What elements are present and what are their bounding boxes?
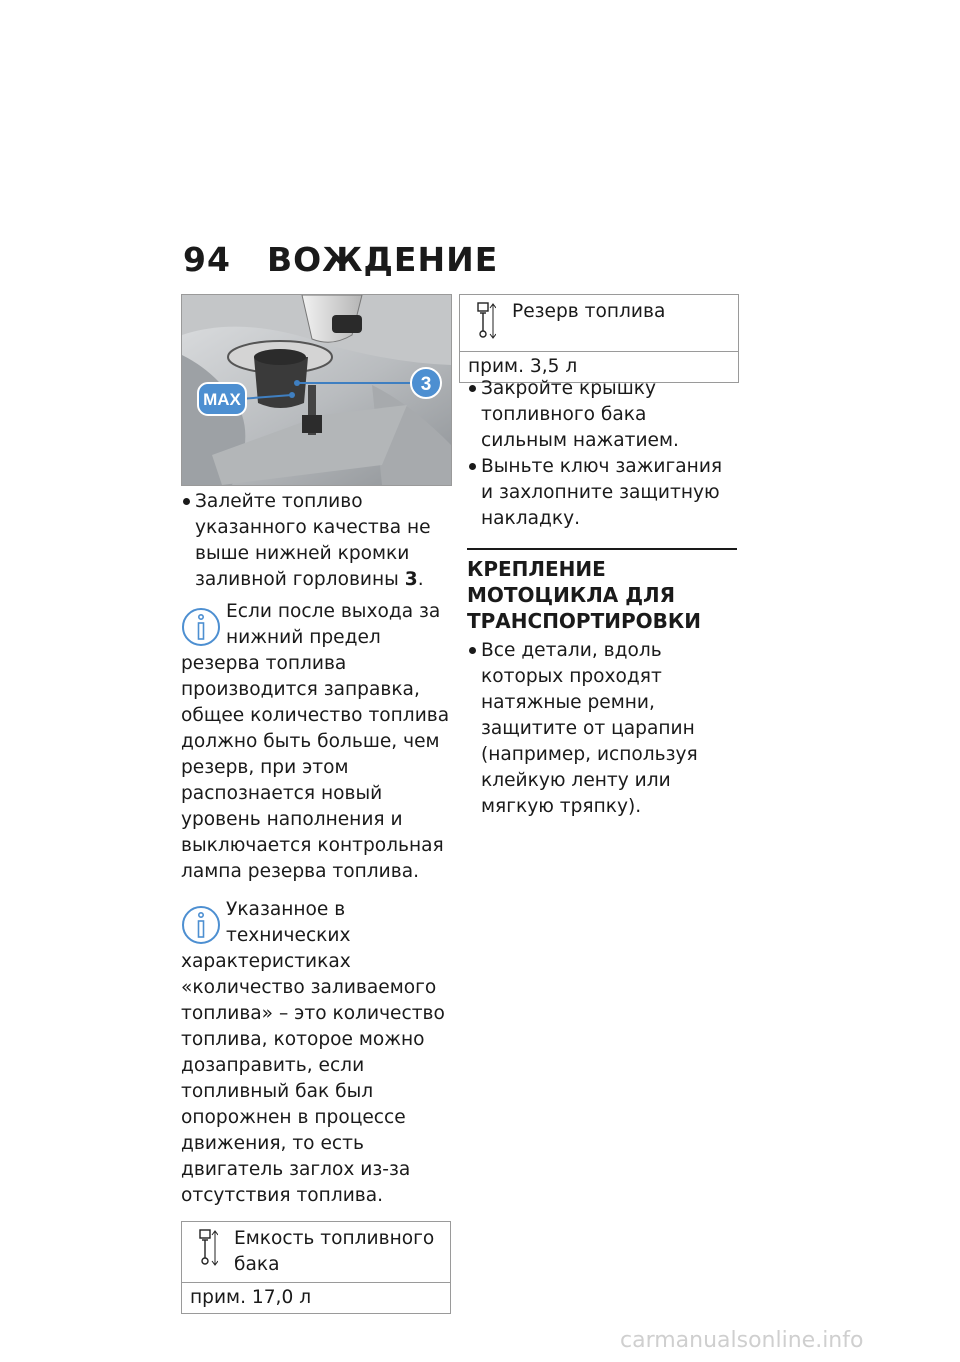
bullet-punct: . xyxy=(417,569,424,590)
spec-table-fuel-reserve xyxy=(459,294,739,383)
bullet-dot xyxy=(183,498,190,505)
section-title: КРЕПЛЕНИЕ МОТОЦИКЛА ДЛЯ ТРАНСПОРТИРОВКИ xyxy=(467,557,701,633)
bullet-text: Выньте ключ зажигания и захлопните защитную накладку. xyxy=(481,456,723,529)
spec-value: прим. 17,0 л xyxy=(190,1287,312,1308)
info-icon xyxy=(180,901,222,949)
measure-icon xyxy=(476,301,496,341)
bullet-text: Залейте топливо указанного качества не выше нижней кромки заливной горловины xyxy=(195,491,431,590)
page-header xyxy=(183,240,498,279)
page-number: 94 xyxy=(183,240,231,279)
spec-label: Емкость топливного бака xyxy=(234,1228,435,1275)
list-item xyxy=(467,376,737,454)
watermark: carmanualsonline.info xyxy=(620,1328,864,1353)
spec-label: Резерв топлива xyxy=(512,301,666,322)
note-text: Указанное в технических характеристиках «количество заливаемого топлива» – это количество топлива, которое можно дозаправить, если топливный бак был опорожнен в процессе движения, то есть двигатель заглох из-за отсутствия топлива. xyxy=(181,899,445,1206)
note-text: Если после выхода за нижний предел резерва топлива производится заправка, общее количество топлива должно быть больше, чем резерв, при этом распознается новый уровень наполнения и выключается контрольная лампа резерва топлива. xyxy=(181,601,450,882)
fuel-filler-illustration xyxy=(181,294,452,486)
section-divider xyxy=(467,548,737,550)
spec-value: прим. 3,5 л xyxy=(468,356,578,377)
list-item xyxy=(467,638,737,820)
spec-header xyxy=(182,1222,450,1283)
info-icon xyxy=(180,603,222,651)
callout-3: 3 xyxy=(420,374,432,395)
spec-header xyxy=(460,295,738,352)
bullet-text: Все детали, вдоль которых проходят натяжные ремни, защитите от царапин (например, используя клейкую ленту или мягкую тряпку). xyxy=(481,640,698,817)
list-item xyxy=(181,489,451,593)
measure-icon xyxy=(198,1228,218,1268)
spec-table-tank-capacity xyxy=(181,1221,451,1314)
bullet-dot xyxy=(469,463,476,470)
bullet-dot xyxy=(469,385,476,392)
list-item xyxy=(467,454,737,532)
bullet-text: Закройте крышку топливного бака сильным нажатием. xyxy=(481,378,679,451)
right-column xyxy=(467,301,737,820)
left-column xyxy=(181,489,451,1314)
info-note xyxy=(181,599,451,885)
ref-number: 3 xyxy=(404,569,418,590)
max-label: MAX xyxy=(203,390,241,409)
info-note xyxy=(181,897,451,1209)
bullet-dot xyxy=(469,647,476,654)
page-title: ВОЖДЕНИЕ xyxy=(266,240,499,279)
